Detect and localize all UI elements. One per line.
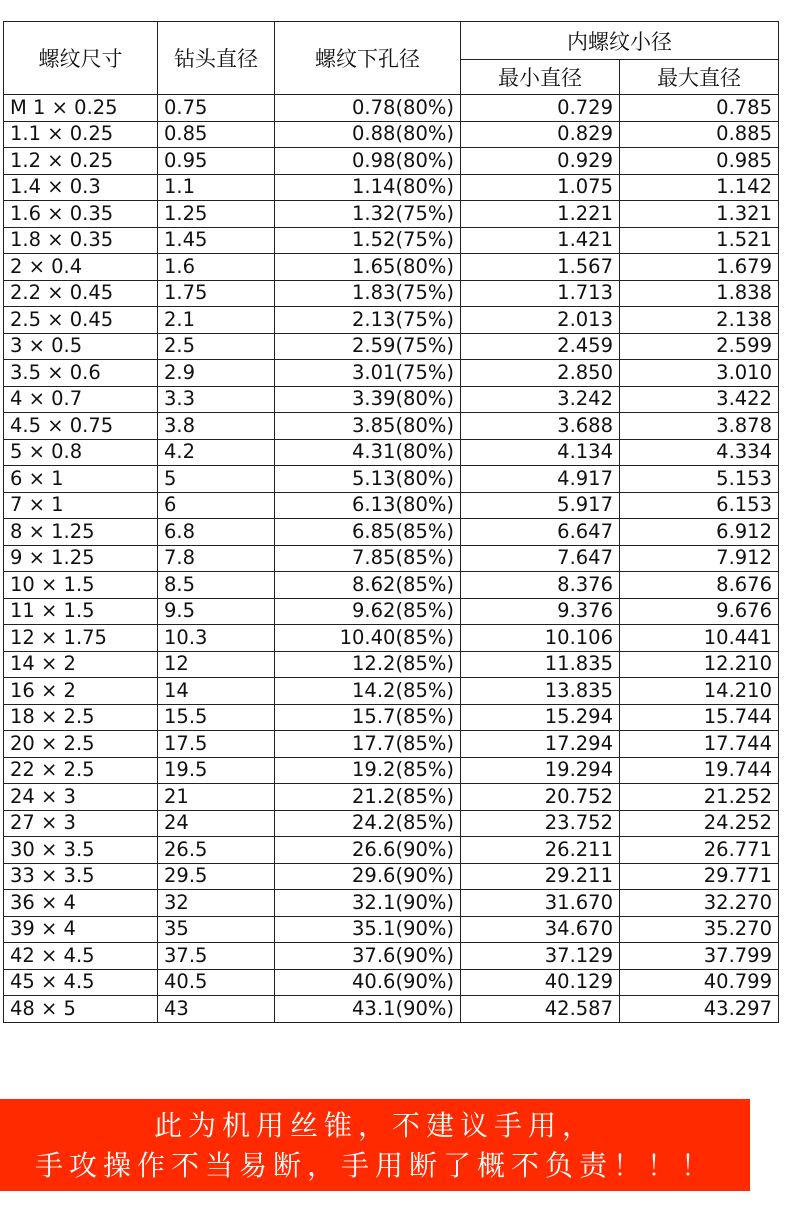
tap-hole-percent: (90%)	[395, 917, 454, 941]
thread-size-cell: 3.5 × 0.6	[4, 360, 158, 387]
header-thread-size: 螺纹尺寸	[4, 22, 158, 95]
thread-size-cell: 1.8 × 0.35	[4, 227, 158, 254]
thread-size-cell: M 1 × 0.25	[4, 95, 158, 122]
tap-hole-value: 35.1	[352, 917, 396, 941]
thread-size-cell: 18 × 2.5	[4, 704, 158, 731]
min-diameter-cell: 7.647	[461, 545, 620, 572]
tap-hole-percent: (80%)	[395, 254, 454, 278]
table-row	[4, 439, 779, 466]
thread-size-cell: 5 × 0.8	[4, 439, 158, 466]
tap-hole-value: 10.40	[339, 625, 396, 649]
drill-diameter-cell: 21	[158, 784, 275, 811]
drill-diameter-cell: 2.1	[158, 307, 275, 334]
min-diameter-cell: 0.729	[461, 95, 620, 122]
table-row	[4, 651, 779, 678]
tap-hole-percent: (90%)	[395, 890, 454, 914]
drill-diameter-cell: 24	[158, 810, 275, 837]
drill-diameter-cell: 14	[158, 678, 275, 705]
thread-size-cell: 22 × 2.5	[4, 757, 158, 784]
min-diameter-cell: 9.376	[461, 598, 620, 625]
drill-diameter-cell: 0.85	[158, 121, 275, 148]
thread-size-cell: 4.5 × 0.75	[4, 413, 158, 440]
drill-diameter-cell: 0.95	[158, 148, 275, 175]
min-diameter-cell: 23.752	[461, 810, 620, 837]
min-diameter-cell: 1.421	[461, 227, 620, 254]
thread-size-cell: 2.5 × 0.45	[4, 307, 158, 334]
drill-diameter-cell: 8.5	[158, 572, 275, 599]
tap-hole-cell	[275, 863, 461, 890]
table-row	[4, 678, 779, 705]
thread-size-cell: 27 × 3	[4, 810, 158, 837]
thread-size-cell: 8 × 1.25	[4, 519, 158, 546]
tap-hole-value: 0.78	[352, 95, 396, 119]
max-diameter-cell: 26.771	[620, 837, 779, 864]
drill-diameter-cell: 1.1	[158, 174, 275, 201]
tap-hole-value: 12.2	[352, 652, 396, 676]
table-row	[4, 95, 779, 122]
thread-size-cell: 2.2 × 0.45	[4, 280, 158, 307]
thread-size-cell: 2 × 0.4	[4, 254, 158, 281]
max-diameter-cell: 32.270	[620, 890, 779, 917]
thread-size-cell: 1.6 × 0.35	[4, 201, 158, 228]
min-diameter-cell: 34.670	[461, 916, 620, 943]
max-diameter-cell: 0.985	[620, 148, 779, 175]
table-row	[4, 492, 779, 519]
drill-diameter-cell: 10.3	[158, 625, 275, 652]
drill-diameter-cell: 35	[158, 916, 275, 943]
drill-diameter-cell: 4.2	[158, 439, 275, 466]
max-diameter-cell: 9.676	[620, 598, 779, 625]
max-diameter-cell: 3.422	[620, 386, 779, 413]
tap-hole-value: 1.14	[352, 175, 396, 199]
table-row	[4, 969, 779, 996]
drill-diameter-cell: 6	[158, 492, 275, 519]
max-diameter-cell: 19.744	[620, 757, 779, 784]
drill-diameter-cell: 43	[158, 996, 275, 1023]
tap-hole-value: 8.62	[352, 572, 396, 596]
drill-diameter-cell: 2.5	[158, 333, 275, 360]
thread-size-cell: 9 × 1.25	[4, 545, 158, 572]
tap-hole-value: 6.13	[352, 493, 396, 517]
thread-size-cell: 1.1 × 0.25	[4, 121, 158, 148]
tap-hole-value: 32.1	[352, 890, 396, 914]
table-row	[4, 625, 779, 652]
tap-hole-cell	[275, 837, 461, 864]
tap-hole-value: 43.1	[352, 996, 396, 1020]
table-row	[4, 466, 779, 493]
thread-size-cell: 3 × 0.5	[4, 333, 158, 360]
drill-diameter-cell: 5	[158, 466, 275, 493]
max-diameter-cell: 2.138	[620, 307, 779, 334]
max-diameter-cell: 37.799	[620, 943, 779, 970]
tap-hole-value: 7.85	[352, 546, 396, 570]
drill-diameter-cell: 9.5	[158, 598, 275, 625]
drill-diameter-cell: 19.5	[158, 757, 275, 784]
min-diameter-cell: 1.713	[461, 280, 620, 307]
table-row	[4, 121, 779, 148]
thread-size-cell: 33 × 3.5	[4, 863, 158, 890]
tap-hole-percent: (80%)	[395, 95, 454, 119]
tap-hole-cell	[275, 386, 461, 413]
drill-diameter-cell: 29.5	[158, 863, 275, 890]
tap-hole-cell	[275, 466, 461, 493]
min-diameter-cell: 6.647	[461, 519, 620, 546]
tap-hole-value: 3.39	[352, 387, 396, 411]
max-diameter-cell: 24.252	[620, 810, 779, 837]
table-row	[4, 810, 779, 837]
min-diameter-cell: 0.929	[461, 148, 620, 175]
tap-hole-cell	[275, 731, 461, 758]
min-diameter-cell: 4.917	[461, 466, 620, 493]
tap-hole-cell	[275, 757, 461, 784]
table-row	[4, 837, 779, 864]
max-diameter-cell: 35.270	[620, 916, 779, 943]
tap-hole-percent: (85%)	[395, 758, 454, 782]
table-body	[4, 95, 779, 1023]
tap-hole-percent: (80%)	[395, 387, 454, 411]
tap-hole-cell	[275, 227, 461, 254]
min-diameter-cell: 2.459	[461, 333, 620, 360]
drill-diameter-cell: 3.8	[158, 413, 275, 440]
max-diameter-cell: 1.521	[620, 227, 779, 254]
drill-diameter-cell: 12	[158, 651, 275, 678]
tap-hole-cell	[275, 810, 461, 837]
table-row	[4, 916, 779, 943]
min-diameter-cell: 29.211	[461, 863, 620, 890]
tap-hole-percent: (75%)	[395, 307, 454, 331]
tap-hole-cell	[275, 651, 461, 678]
tap-hole-value: 15.7	[352, 705, 396, 729]
tap-hole-value: 2.13	[352, 307, 396, 331]
max-diameter-cell: 29.771	[620, 863, 779, 890]
tap-hole-cell	[275, 174, 461, 201]
thread-size-cell: 30 × 3.5	[4, 837, 158, 864]
table-row	[4, 757, 779, 784]
table-row	[4, 227, 779, 254]
min-diameter-cell: 31.670	[461, 890, 620, 917]
thread-size-cell: 36 × 4	[4, 890, 158, 917]
max-diameter-cell: 2.599	[620, 333, 779, 360]
header-internal-minor-diameter: 内螺纹小径	[461, 22, 779, 60]
drill-diameter-cell: 3.3	[158, 386, 275, 413]
min-diameter-cell: 10.106	[461, 625, 620, 652]
tap-hole-value: 3.85	[352, 413, 396, 437]
drill-diameter-cell: 6.8	[158, 519, 275, 546]
max-diameter-cell: 1.142	[620, 174, 779, 201]
table-row	[4, 174, 779, 201]
tap-drill-size-table	[3, 21, 779, 1023]
tap-hole-percent: (80%)	[395, 148, 454, 172]
header-tap-hole: 螺纹下孔径	[275, 22, 461, 95]
warning-banner	[0, 1099, 750, 1191]
tap-hole-value: 4.31	[352, 440, 396, 464]
max-diameter-cell: 7.912	[620, 545, 779, 572]
min-diameter-cell: 15.294	[461, 704, 620, 731]
tap-hole-percent: (80%)	[395, 466, 454, 490]
max-diameter-cell: 0.785	[620, 95, 779, 122]
tap-hole-percent: (85%)	[395, 519, 454, 543]
min-diameter-cell: 37.129	[461, 943, 620, 970]
thread-size-cell: 11 × 1.5	[4, 598, 158, 625]
tap-hole-value: 5.13	[352, 466, 396, 490]
tap-hole-value: 19.2	[352, 758, 396, 782]
tap-hole-value: 24.2	[352, 811, 396, 835]
min-diameter-cell: 0.829	[461, 121, 620, 148]
min-diameter-cell: 8.376	[461, 572, 620, 599]
tap-hole-cell	[275, 625, 461, 652]
tap-hole-percent: (90%)	[395, 970, 454, 994]
table-row	[4, 996, 779, 1023]
thread-size-cell: 16 × 2	[4, 678, 158, 705]
tap-hole-percent: (90%)	[395, 837, 454, 861]
table-row	[4, 784, 779, 811]
min-diameter-cell: 2.850	[461, 360, 620, 387]
tap-hole-value: 0.98	[352, 148, 396, 172]
max-diameter-cell: 8.676	[620, 572, 779, 599]
table-row	[4, 704, 779, 731]
table-row	[4, 280, 779, 307]
tap-hole-percent: (75%)	[395, 334, 454, 358]
thread-size-cell: 7 × 1	[4, 492, 158, 519]
table-row	[4, 519, 779, 546]
tap-hole-cell	[275, 784, 461, 811]
max-diameter-cell: 4.334	[620, 439, 779, 466]
table-row	[4, 386, 779, 413]
drill-diameter-cell: 26.5	[158, 837, 275, 864]
table-row	[4, 254, 779, 281]
tap-hole-value: 1.32	[352, 201, 396, 225]
tap-hole-value: 26.6	[352, 837, 396, 861]
tap-hole-cell	[275, 890, 461, 917]
tap-hole-cell	[275, 519, 461, 546]
tap-hole-cell	[275, 704, 461, 731]
warning-line-1: 此为机用丝锥，不建议手用，	[153, 1109, 596, 1142]
drill-diameter-cell: 1.75	[158, 280, 275, 307]
header-min-diameter: 最小直径	[461, 60, 620, 95]
drill-diameter-cell: 17.5	[158, 731, 275, 758]
tap-hole-cell	[275, 95, 461, 122]
tap-hole-cell	[275, 439, 461, 466]
table-row	[4, 333, 779, 360]
tap-hole-percent: (85%)	[395, 572, 454, 596]
min-diameter-cell: 4.134	[461, 439, 620, 466]
max-diameter-cell: 21.252	[620, 784, 779, 811]
min-diameter-cell: 42.587	[461, 996, 620, 1023]
tap-hole-value: 17.7	[352, 731, 396, 755]
tap-hole-percent: (85%)	[395, 678, 454, 702]
header-drill-diameter: 钻头直径	[158, 22, 275, 95]
min-diameter-cell: 26.211	[461, 837, 620, 864]
tap-hole-value: 1.52	[352, 228, 396, 252]
drill-diameter-cell: 1.45	[158, 227, 275, 254]
thread-size-cell: 24 × 3	[4, 784, 158, 811]
min-diameter-cell: 1.221	[461, 201, 620, 228]
drill-diameter-cell: 7.8	[158, 545, 275, 572]
tap-hole-cell	[275, 121, 461, 148]
min-diameter-cell: 3.242	[461, 386, 620, 413]
table-row	[4, 307, 779, 334]
max-diameter-cell: 5.153	[620, 466, 779, 493]
drill-diameter-cell: 1.6	[158, 254, 275, 281]
max-diameter-cell: 1.679	[620, 254, 779, 281]
table-row	[4, 201, 779, 228]
drill-diameter-cell: 1.25	[158, 201, 275, 228]
table-row	[4, 598, 779, 625]
tap-hole-cell	[275, 916, 461, 943]
tap-hole-cell	[275, 307, 461, 334]
warning-line-2: 手攻操作不当易断，手用断了概不负责！！！	[34, 1149, 715, 1182]
tap-hole-cell	[275, 598, 461, 625]
table-row	[4, 863, 779, 890]
table-row	[4, 413, 779, 440]
min-diameter-cell: 40.129	[461, 969, 620, 996]
drill-diameter-cell: 37.5	[158, 943, 275, 970]
max-diameter-cell: 1.838	[620, 280, 779, 307]
table-row	[4, 545, 779, 572]
drill-diameter-cell: 2.9	[158, 360, 275, 387]
tap-hole-value: 37.6	[352, 943, 396, 967]
max-diameter-cell: 6.153	[620, 492, 779, 519]
tap-hole-percent: (85%)	[395, 625, 454, 649]
max-diameter-cell: 6.912	[620, 519, 779, 546]
tap-hole-cell	[275, 678, 461, 705]
tap-hole-value: 1.65	[352, 254, 396, 278]
tap-hole-cell	[275, 148, 461, 175]
tap-hole-percent: (75%)	[395, 228, 454, 252]
drill-diameter-cell: 40.5	[158, 969, 275, 996]
tap-hole-percent: (80%)	[395, 493, 454, 517]
tap-hole-percent: (85%)	[395, 599, 454, 623]
thread-size-cell: 39 × 4	[4, 916, 158, 943]
thread-size-cell: 14 × 2	[4, 651, 158, 678]
min-diameter-cell: 1.075	[461, 174, 620, 201]
tap-hole-percent: (75%)	[395, 281, 454, 305]
thread-size-cell: 1.2 × 0.25	[4, 148, 158, 175]
max-diameter-cell: 0.885	[620, 121, 779, 148]
min-diameter-cell: 19.294	[461, 757, 620, 784]
tap-hole-percent: (85%)	[395, 811, 454, 835]
tap-hole-percent: (90%)	[395, 996, 454, 1020]
tap-hole-cell	[275, 969, 461, 996]
tap-hole-percent: (85%)	[395, 652, 454, 676]
max-diameter-cell: 40.799	[620, 969, 779, 996]
tap-hole-value: 1.83	[352, 281, 396, 305]
min-diameter-cell: 13.835	[461, 678, 620, 705]
max-diameter-cell: 43.297	[620, 996, 779, 1023]
tap-hole-percent: (90%)	[395, 864, 454, 888]
max-diameter-cell: 15.744	[620, 704, 779, 731]
tap-hole-value: 2.59	[352, 334, 396, 358]
table-row	[4, 572, 779, 599]
thread-size-cell: 10 × 1.5	[4, 572, 158, 599]
tap-hole-value: 29.6	[352, 864, 396, 888]
table-row	[4, 890, 779, 917]
tap-hole-cell	[275, 333, 461, 360]
tap-hole-cell	[275, 201, 461, 228]
tap-hole-cell	[275, 280, 461, 307]
min-diameter-cell: 17.294	[461, 731, 620, 758]
thread-size-cell: 6 × 1	[4, 466, 158, 493]
thread-size-cell: 42 × 4.5	[4, 943, 158, 970]
max-diameter-cell: 14.210	[620, 678, 779, 705]
tap-hole-percent: (80%)	[395, 413, 454, 437]
tap-hole-percent: (90%)	[395, 943, 454, 967]
table-row	[4, 731, 779, 758]
header-max-diameter: 最大直径	[620, 60, 779, 95]
table-row	[4, 943, 779, 970]
min-diameter-cell: 1.567	[461, 254, 620, 281]
tap-hole-cell	[275, 492, 461, 519]
drill-diameter-cell: 32	[158, 890, 275, 917]
drill-diameter-cell: 0.75	[158, 95, 275, 122]
tap-hole-value: 21.2	[352, 784, 396, 808]
max-diameter-cell: 12.210	[620, 651, 779, 678]
max-diameter-cell: 10.441	[620, 625, 779, 652]
max-diameter-cell: 17.744	[620, 731, 779, 758]
tap-hole-percent: (80%)	[395, 122, 454, 146]
thread-size-cell: 4 × 0.7	[4, 386, 158, 413]
tap-hole-cell	[275, 545, 461, 572]
tap-hole-percent: (85%)	[395, 784, 454, 808]
thread-size-cell: 20 × 2.5	[4, 731, 158, 758]
min-diameter-cell: 2.013	[461, 307, 620, 334]
min-diameter-cell: 5.917	[461, 492, 620, 519]
tap-hole-cell	[275, 360, 461, 387]
tap-hole-percent: (85%)	[395, 546, 454, 570]
tap-hole-cell	[275, 254, 461, 281]
tap-hole-value: 6.85	[352, 519, 396, 543]
thread-size-cell: 1.4 × 0.3	[4, 174, 158, 201]
thread-size-cell: 12 × 1.75	[4, 625, 158, 652]
table-row	[4, 148, 779, 175]
tap-hole-value: 40.6	[352, 970, 396, 994]
tap-hole-cell	[275, 996, 461, 1023]
thread-size-cell: 48 × 5	[4, 996, 158, 1023]
min-diameter-cell: 3.688	[461, 413, 620, 440]
tap-hole-value: 0.88	[352, 122, 396, 146]
tap-hole-percent: (85%)	[395, 705, 454, 729]
tap-hole-cell	[275, 572, 461, 599]
tap-hole-percent: (85%)	[395, 731, 454, 755]
tap-hole-value: 14.2	[352, 678, 396, 702]
thread-size-cell: 45 × 4.5	[4, 969, 158, 996]
min-diameter-cell: 11.835	[461, 651, 620, 678]
table-row	[4, 360, 779, 387]
tap-hole-cell	[275, 413, 461, 440]
tap-hole-percent: (80%)	[395, 175, 454, 199]
tap-hole-value: 9.62	[352, 599, 396, 623]
max-diameter-cell: 3.878	[620, 413, 779, 440]
tap-hole-cell	[275, 943, 461, 970]
max-diameter-cell: 3.010	[620, 360, 779, 387]
min-diameter-cell: 20.752	[461, 784, 620, 811]
tap-hole-value: 3.01	[352, 360, 396, 384]
tap-hole-percent: (80%)	[395, 440, 454, 464]
tap-hole-percent: (75%)	[395, 201, 454, 225]
tap-hole-percent: (75%)	[395, 360, 454, 384]
drill-diameter-cell: 15.5	[158, 704, 275, 731]
max-diameter-cell: 1.321	[620, 201, 779, 228]
